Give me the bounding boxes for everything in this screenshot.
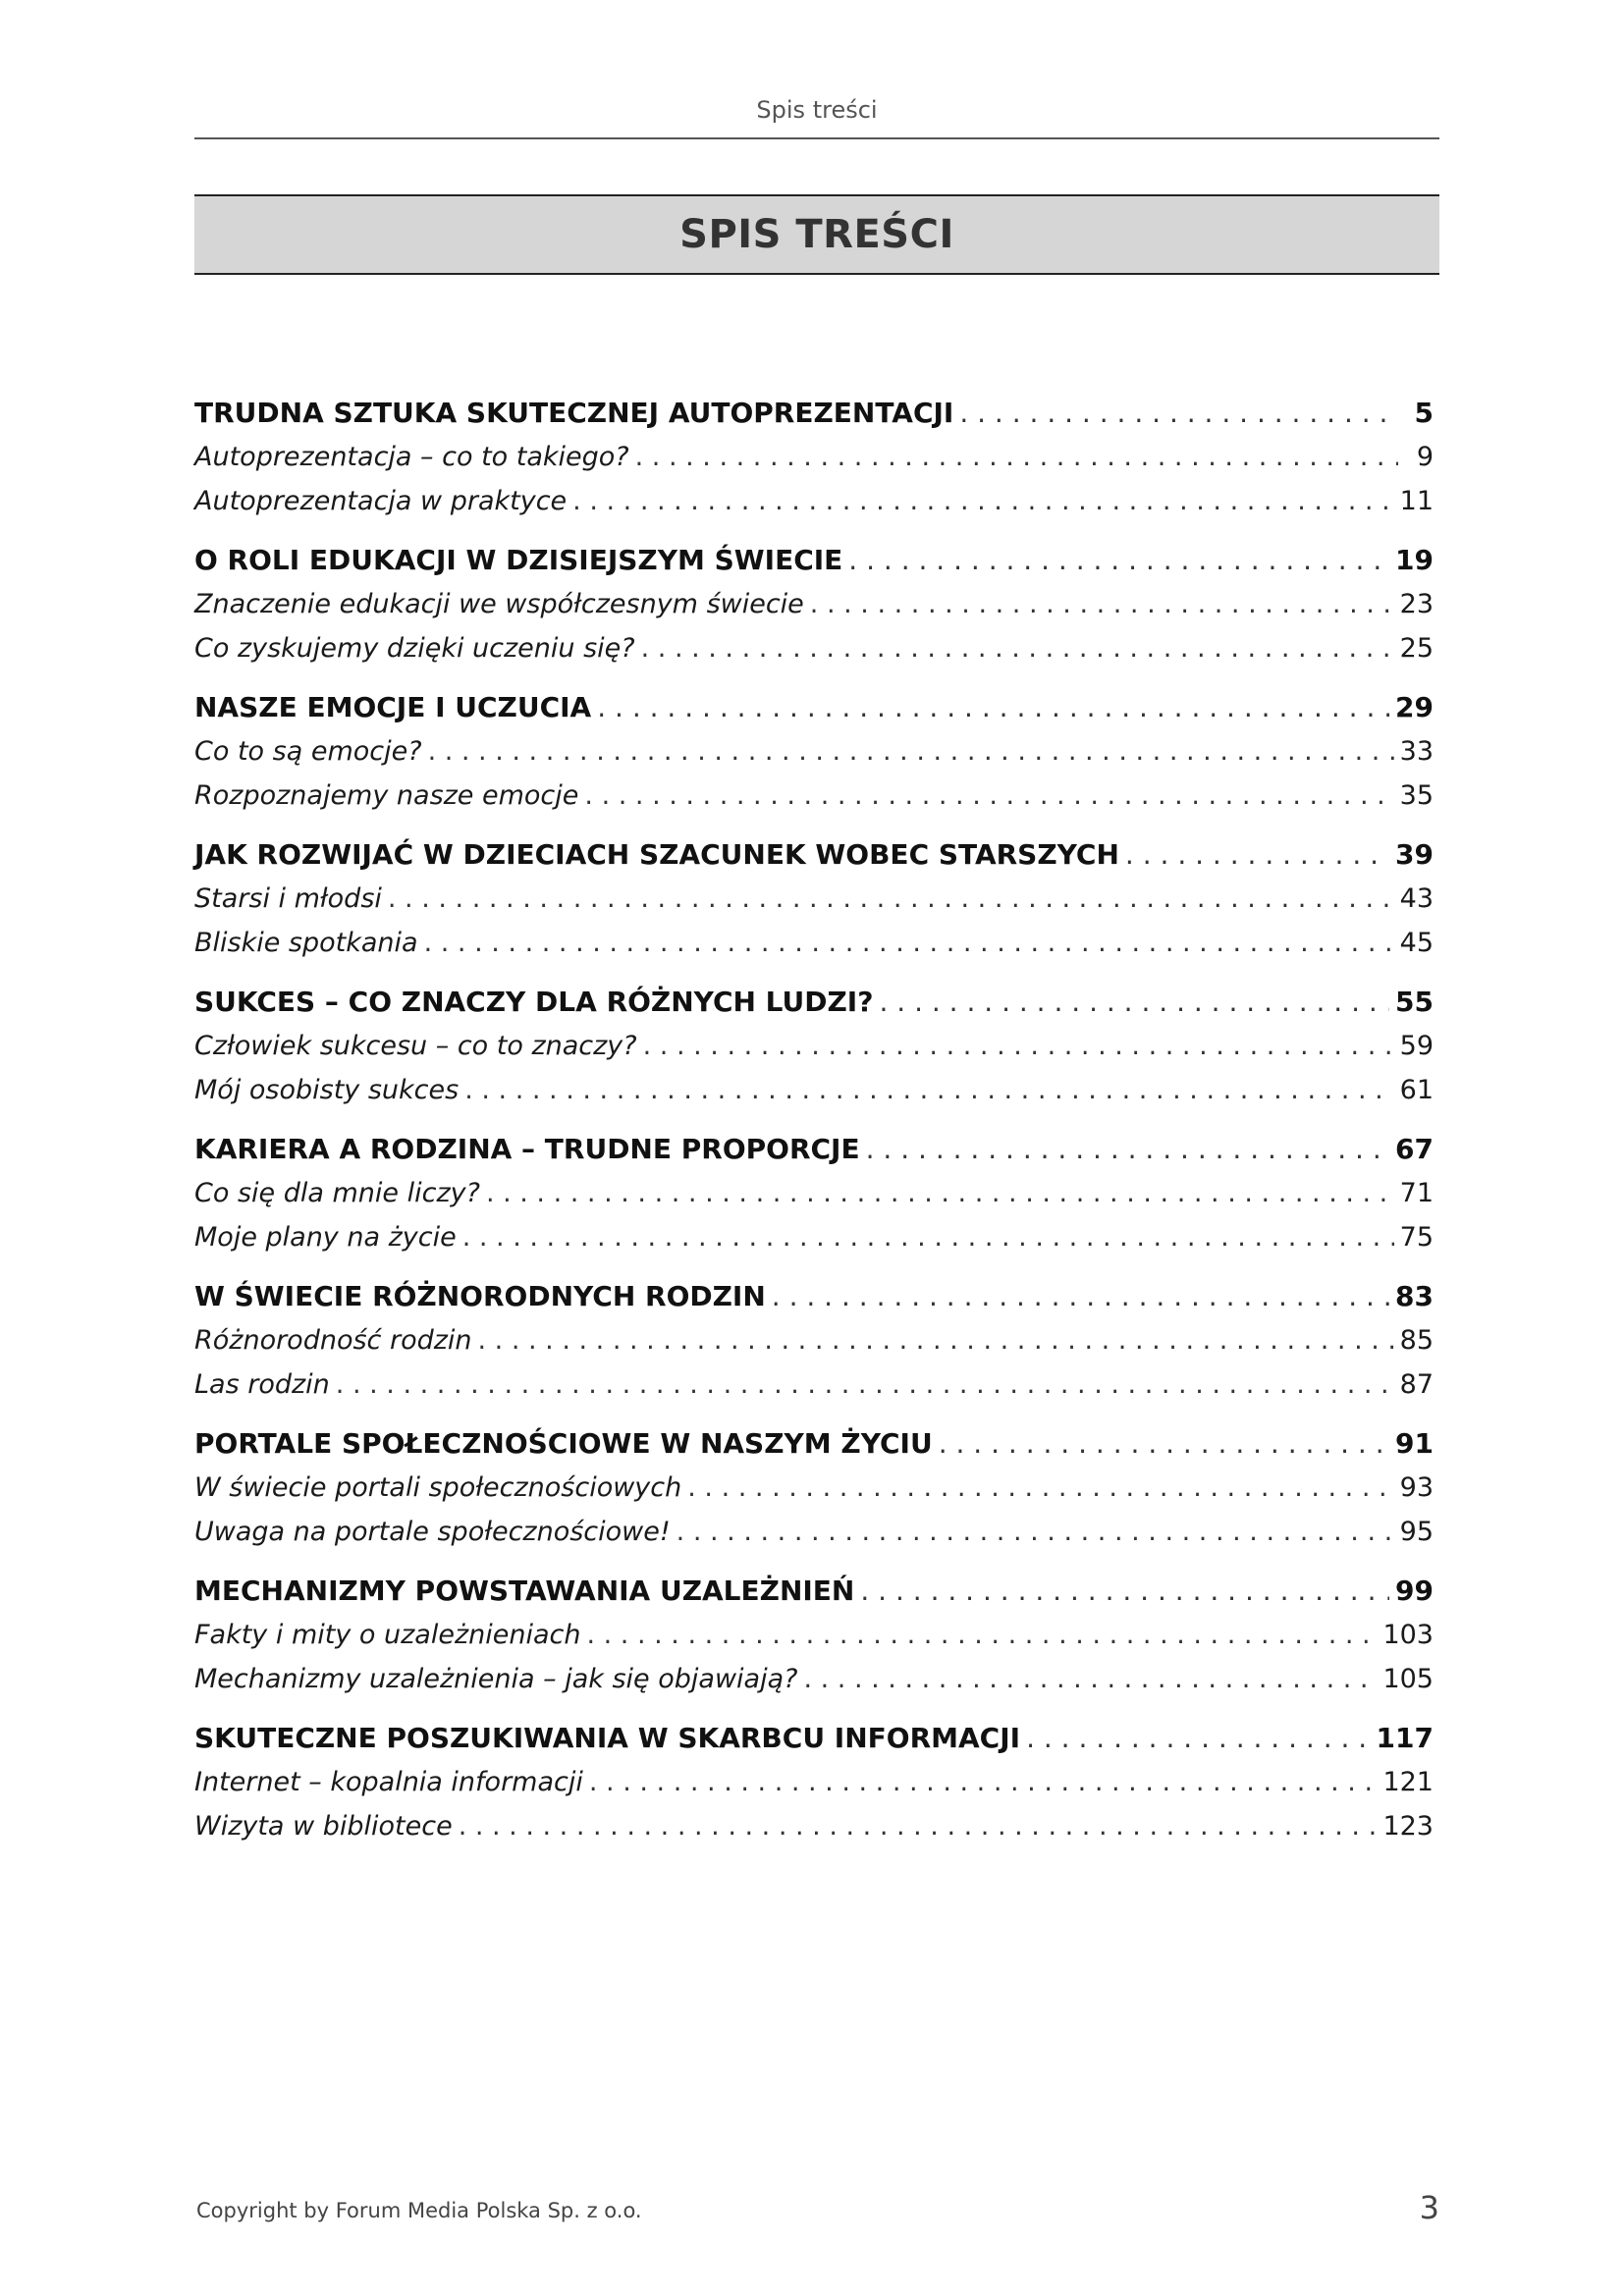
- chapter-title: MECHANIZMY POWSTAWANIA UZALEŻNIEŃ: [194, 1575, 855, 1607]
- chapter-title: TRUDNA SZTUKA SKUTECZNEJ AUTOPREZENTACJI: [194, 397, 954, 429]
- toc-chapter-entry[interactable]: [194, 1716, 1434, 1760]
- toc-page-number: 95: [1399, 1517, 1434, 1547]
- dot-leader: [939, 1421, 1389, 1466]
- section-title: Internet – kopalnia informacji: [194, 1767, 583, 1797]
- section-title: Starsi i młodsi: [194, 883, 382, 914]
- chapter-title: PORTALE SPOŁECZNOŚCIOWE W NASZYM ŻYCIU: [194, 1427, 933, 1460]
- footer-copyright: Copyright by Forum Media Polska Sp. z o.o.: [196, 2199, 642, 2222]
- toc-page-number: 25: [1399, 633, 1434, 664]
- section-title: Mechanizmy uzależnienia – jak się objawiają?: [194, 1664, 798, 1694]
- toc-page-number: 123: [1382, 1811, 1434, 1842]
- section-title: Bliskie spotkania: [194, 928, 418, 958]
- section-title: Co to są emocje?: [194, 736, 422, 767]
- toc-page-number: 105: [1382, 1664, 1434, 1694]
- section-title: Wizyta w bibliotece: [194, 1811, 453, 1842]
- dot-leader: [635, 435, 1398, 479]
- dot-leader: [584, 774, 1393, 818]
- toc-page-number: 121: [1382, 1767, 1434, 1797]
- dot-leader: [866, 1127, 1389, 1171]
- toc-page-number: 83: [1395, 1280, 1434, 1312]
- dot-leader: [772, 1274, 1389, 1318]
- toc-section-entry[interactable]: [194, 1362, 1434, 1407]
- toc-page-number: 61: [1399, 1075, 1434, 1105]
- toc-section-entry[interactable]: [194, 1510, 1434, 1554]
- dot-leader: [677, 1510, 1394, 1554]
- section-title: Mój osobisty sukces: [194, 1075, 460, 1105]
- toc-section-entry[interactable]: [194, 1171, 1434, 1215]
- section-title: Las rodzin: [194, 1369, 330, 1400]
- toc-chapter-entry[interactable]: [194, 980, 1434, 1024]
- dot-leader: [336, 1362, 1394, 1407]
- toc-chapter-entry[interactable]: [194, 1421, 1434, 1466]
- title-band: [194, 194, 1439, 275]
- dot-leader: [572, 479, 1393, 523]
- toc-page-number: 35: [1399, 780, 1434, 811]
- toc-chapter-group: [194, 980, 1434, 1112]
- toc-chapter-entry[interactable]: [194, 391, 1434, 435]
- toc-section-entry[interactable]: [194, 1657, 1434, 1701]
- toc-chapter-entry[interactable]: [194, 1569, 1434, 1613]
- section-title: Rozpoznajemy nasze emocje: [194, 780, 579, 811]
- toc-page-number: 103: [1382, 1620, 1434, 1650]
- toc-section-entry[interactable]: [194, 774, 1434, 818]
- toc-section-entry[interactable]: [194, 1215, 1434, 1259]
- dot-leader: [959, 391, 1398, 435]
- section-title: Człowiek sukcesu – co to znaczy?: [194, 1031, 637, 1061]
- section-title: Znaczenie edukacji we współczesnym świecie: [194, 589, 804, 619]
- dot-leader: [687, 1466, 1393, 1510]
- dot-leader: [810, 582, 1394, 626]
- toc-section-entry[interactable]: [194, 921, 1434, 965]
- toc-page-number: 91: [1395, 1427, 1434, 1460]
- toc-page-number: 59: [1399, 1031, 1434, 1061]
- toc-page-number: 29: [1395, 691, 1434, 723]
- dot-leader: [424, 921, 1394, 965]
- dot-leader: [486, 1171, 1394, 1215]
- section-title: Co zyskujemy dzięki uczeniu się?: [194, 633, 635, 664]
- toc-chapter-entry[interactable]: [194, 1127, 1434, 1171]
- toc-page-number: 71: [1399, 1178, 1434, 1208]
- toc-chapter-group: [194, 832, 1434, 965]
- toc-section-entry[interactable]: [194, 479, 1434, 523]
- toc-section-entry[interactable]: [194, 1760, 1434, 1804]
- chapter-title: SKUTECZNE POSZUKIWANIA W SKARBCU INFORMACJI: [194, 1722, 1021, 1754]
- dot-leader: [388, 877, 1394, 921]
- dot-leader: [428, 729, 1394, 774]
- toc-page-number: 9: [1416, 442, 1434, 472]
- section-title: Autoprezentacja w praktyce: [194, 486, 568, 516]
- chapter-title: NASZE EMOCJE I UCZUCIA: [194, 691, 592, 723]
- dot-leader: [643, 1024, 1394, 1068]
- running-head: Spis treści: [756, 96, 878, 124]
- toc-chapter-group: [194, 538, 1434, 670]
- toc-page-number: 99: [1395, 1575, 1434, 1607]
- dot-leader: [597, 685, 1389, 729]
- page-title: SPIS TREŚCI: [679, 212, 954, 257]
- toc-page-number: 45: [1399, 928, 1434, 958]
- section-title: Różnorodność rodzin: [194, 1325, 472, 1356]
- toc-page-number: 55: [1395, 986, 1434, 1018]
- dot-leader: [879, 980, 1389, 1024]
- toc-page-number: 5: [1414, 397, 1434, 429]
- dot-leader: [459, 1804, 1378, 1848]
- toc-page-number: 39: [1395, 838, 1434, 871]
- dot-leader: [586, 1613, 1377, 1657]
- toc-section-entry[interactable]: [194, 1024, 1434, 1068]
- toc-section-entry[interactable]: [194, 1318, 1434, 1362]
- toc-section-entry[interactable]: [194, 1804, 1434, 1848]
- dot-leader: [848, 538, 1389, 582]
- chapter-title: O ROLI EDUKACJI W DZISIEJSZYM ŚWIECIE: [194, 544, 843, 576]
- table-of-contents: [194, 391, 1434, 1863]
- toc-page-number: 85: [1399, 1325, 1434, 1356]
- toc-page-number: 93: [1399, 1472, 1434, 1503]
- toc-chapter-entry[interactable]: [194, 1274, 1434, 1318]
- chapter-title: JAK ROZWIJAĆ W DZIECIACH SZACUNEK WOBEC STARSZYCH: [194, 838, 1119, 871]
- dot-leader: [589, 1760, 1378, 1804]
- dot-leader: [641, 626, 1394, 670]
- toc-section-entry[interactable]: [194, 877, 1434, 921]
- toc-chapter-group: [194, 1569, 1434, 1701]
- dot-leader: [803, 1657, 1377, 1701]
- chapter-title: W ŚWIECIE RÓŻNORODNYCH RODZIN: [194, 1280, 766, 1312]
- section-title: W świecie portali społecznościowych: [194, 1472, 682, 1503]
- section-title: Moje plany na życie: [194, 1222, 457, 1253]
- toc-page-number: 23: [1399, 589, 1434, 619]
- toc-page-number: 33: [1399, 736, 1434, 767]
- toc-section-entry[interactable]: [194, 1068, 1434, 1112]
- dot-leader: [860, 1569, 1389, 1613]
- toc-section-entry[interactable]: [194, 1466, 1434, 1510]
- toc-page-number: 87: [1399, 1369, 1434, 1400]
- dot-leader: [464, 1068, 1393, 1112]
- toc-page-number: 43: [1399, 883, 1434, 914]
- toc-chapter-entry[interactable]: [194, 538, 1434, 582]
- toc-chapter-group: [194, 391, 1434, 523]
- chapter-title: KARIERA A RODZINA – TRUDNE PROPORCJE: [194, 1133, 860, 1165]
- toc-chapter-entry[interactable]: [194, 685, 1434, 729]
- toc-page-number: 11: [1399, 486, 1434, 516]
- chapter-title: SUKCES – CO ZNACZY DLA RÓŻNYCH LUDZI?: [194, 986, 874, 1018]
- toc-chapter-group: [194, 1716, 1434, 1848]
- section-title: Autoprezentacja – co to takiego?: [194, 442, 629, 472]
- dot-leader: [462, 1215, 1394, 1259]
- toc-chapter-entry[interactable]: [194, 832, 1434, 877]
- page-number: 3: [1419, 2189, 1439, 2226]
- toc-chapter-group: [194, 1127, 1434, 1259]
- toc-page-number: 19: [1395, 544, 1434, 576]
- toc-section-entry[interactable]: [194, 582, 1434, 626]
- dot-leader: [478, 1318, 1394, 1362]
- dot-leader: [1125, 832, 1389, 877]
- section-title: Co się dla mnie liczy?: [194, 1178, 480, 1208]
- toc-page-number: 75: [1399, 1222, 1434, 1253]
- toc-chapter-group: [194, 1274, 1434, 1407]
- toc-section-entry[interactable]: [194, 626, 1434, 670]
- toc-page-number: 117: [1376, 1722, 1434, 1754]
- toc-page-number: 67: [1395, 1133, 1434, 1165]
- toc-chapter-group: [194, 1421, 1434, 1554]
- toc-section-entry[interactable]: [194, 435, 1434, 479]
- header-divider: [194, 137, 1439, 139]
- toc-section-entry[interactable]: [194, 1613, 1434, 1657]
- toc-chapter-group: [194, 685, 1434, 818]
- section-title: Uwaga na portale społecznościowe!: [194, 1517, 671, 1547]
- section-title: Fakty i mity o uzależnieniach: [194, 1620, 581, 1650]
- toc-section-entry[interactable]: [194, 729, 1434, 774]
- dot-leader: [1026, 1716, 1370, 1760]
